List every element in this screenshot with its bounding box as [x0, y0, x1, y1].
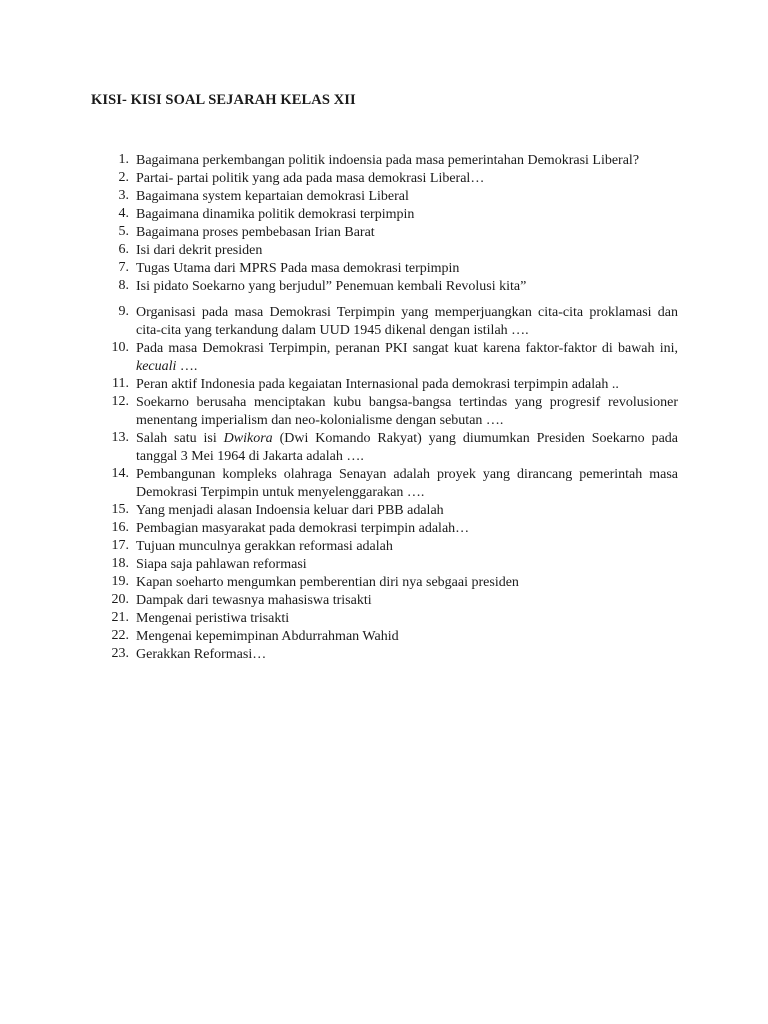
list-item	[0, 520, 768, 538]
item-text-italic: kecuali	[136, 359, 177, 374]
item-text: Yang menjadi alasan Indoensia keluar dari PBB adalah	[136, 503, 444, 518]
list-item	[0, 278, 768, 296]
list-item	[0, 430, 768, 466]
item-number: 4.	[118, 206, 129, 221]
item-number: 22.	[111, 628, 129, 643]
item-text: Siapa saja pahlawan reformasi	[136, 557, 307, 572]
item-text-part: ….	[176, 359, 198, 374]
item-text: Pembagian masyarakat pada demokrasi terpimpin adalah…	[136, 521, 470, 536]
list-item	[0, 152, 768, 170]
item-text: Tujuan munculnya gerakkan reformasi adalah	[136, 539, 393, 554]
list-item	[0, 646, 768, 664]
item-text-part: Salah satu isi	[136, 431, 224, 446]
list-item	[0, 610, 768, 628]
item-number: 7.	[118, 260, 129, 275]
list-item	[0, 574, 768, 592]
item-text: Gerakkan Reformasi…	[136, 647, 267, 662]
list-item	[0, 170, 768, 188]
list-item	[0, 206, 768, 224]
item-text: Bagaimana dinamika politik demokrasi terpimpin	[136, 207, 415, 222]
list-item	[0, 394, 768, 430]
item-text: Kapan soeharto mengumkan pemberentian diri nya sebgaai presiden	[136, 575, 519, 590]
item-text: Partai- partai politik yang ada pada masa demokrasi Liberal…	[136, 171, 485, 186]
item-number: 6.	[118, 242, 129, 257]
item-number: 1.	[118, 152, 129, 167]
list-item	[0, 224, 768, 242]
item-number: 15.	[111, 502, 129, 517]
item-text: Bagaimana perkembangan politik indoensia pada masa pemerintahan Demokrasi Liberal?	[136, 153, 640, 168]
item-number: 3.	[118, 188, 129, 203]
question-list	[0, 152, 768, 664]
list-item	[0, 628, 768, 646]
list-item	[0, 376, 768, 394]
item-text-part: (Dwi Komando Rakyat) yang diumumkan Presiden Soekarno pada tanggal 3 Mei 1964 di Jakarta adalah ….	[136, 431, 678, 464]
list-item	[0, 502, 768, 520]
item-number: 8.	[118, 278, 129, 293]
item-number: 2.	[118, 170, 129, 185]
item-text-italic: Dwikora	[223, 431, 273, 446]
item-number: 12.	[111, 394, 129, 409]
list-item	[0, 304, 768, 340]
item-text: Isi dari dekrit presiden	[136, 243, 263, 258]
item-number: 11.	[112, 376, 129, 391]
list-item	[0, 340, 768, 376]
item-number: 23.	[111, 646, 129, 661]
item-number: 21.	[111, 610, 129, 625]
item-text: Bagaimana proses pembebasan Irian Barat	[136, 225, 375, 240]
item-text: Dampak dari tewasnya mahasiswa trisakti	[136, 593, 372, 608]
item-text: Isi pidato Soekarno yang berjudul” Penemuan kembali Revolusi kita”	[136, 279, 527, 294]
list-item	[0, 188, 768, 206]
item-text: Mengenai peristiwa trisakti	[136, 611, 290, 626]
item-number: 9.	[118, 304, 129, 319]
item-number: 18.	[111, 556, 129, 571]
list-item	[0, 556, 768, 574]
item-number: 16.	[111, 520, 129, 535]
item-number: 5.	[118, 224, 129, 239]
item-text-part: Pada masa Demokrasi Terpimpin, peranan PKI sangat kuat karena faktor-faktor di bawah ini,	[136, 341, 678, 356]
list-item	[0, 592, 768, 610]
item-number: 13.	[111, 430, 129, 445]
item-text: Pembangunan kompleks olahraga Senayan adalah proyek yang dirancang pemerintah masa Demokrasi Terpimpin untuk menyelenggarakan ….	[136, 467, 678, 500]
item-text	[136, 340, 678, 376]
item-text: Peran aktif Indonesia pada kegaiatan Internasional pada demokrasi terpimpin adalah ..	[136, 377, 619, 392]
list-item	[0, 242, 768, 260]
item-number: 20.	[111, 592, 129, 607]
item-text: Mengenai kepemimpinan Abdurrahman Wahid	[136, 629, 399, 644]
list-item	[0, 260, 768, 278]
item-text: Tugas Utama dari MPRS Pada masa demokrasi terpimpin	[136, 261, 460, 276]
item-number: 19.	[111, 574, 129, 589]
item-text: Soekarno berusaha menciptakan kubu bangsa-bangsa tertindas yang progresif revolusioner menentang imperialism dan neo-kolonialisme dengan sebutan ….	[136, 395, 678, 428]
list-item	[0, 538, 768, 556]
document-title: KISI- KISI SOAL SEJARAH KELAS XII	[91, 92, 356, 108]
item-number: 17.	[111, 538, 129, 553]
item-number: 14.	[111, 466, 129, 481]
list-item	[0, 466, 768, 502]
item-text	[136, 430, 678, 466]
item-text: Bagaimana system kepartaian demokrasi Liberal	[136, 189, 409, 204]
item-number: 10.	[111, 340, 129, 355]
item-text: Organisasi pada masa Demokrasi Terpimpin yang memperjuangkan cita-cita proklamasi dan cita-cita yang terkandung dalam UUD 1945 dikenal dengan istilah ….	[136, 305, 678, 338]
